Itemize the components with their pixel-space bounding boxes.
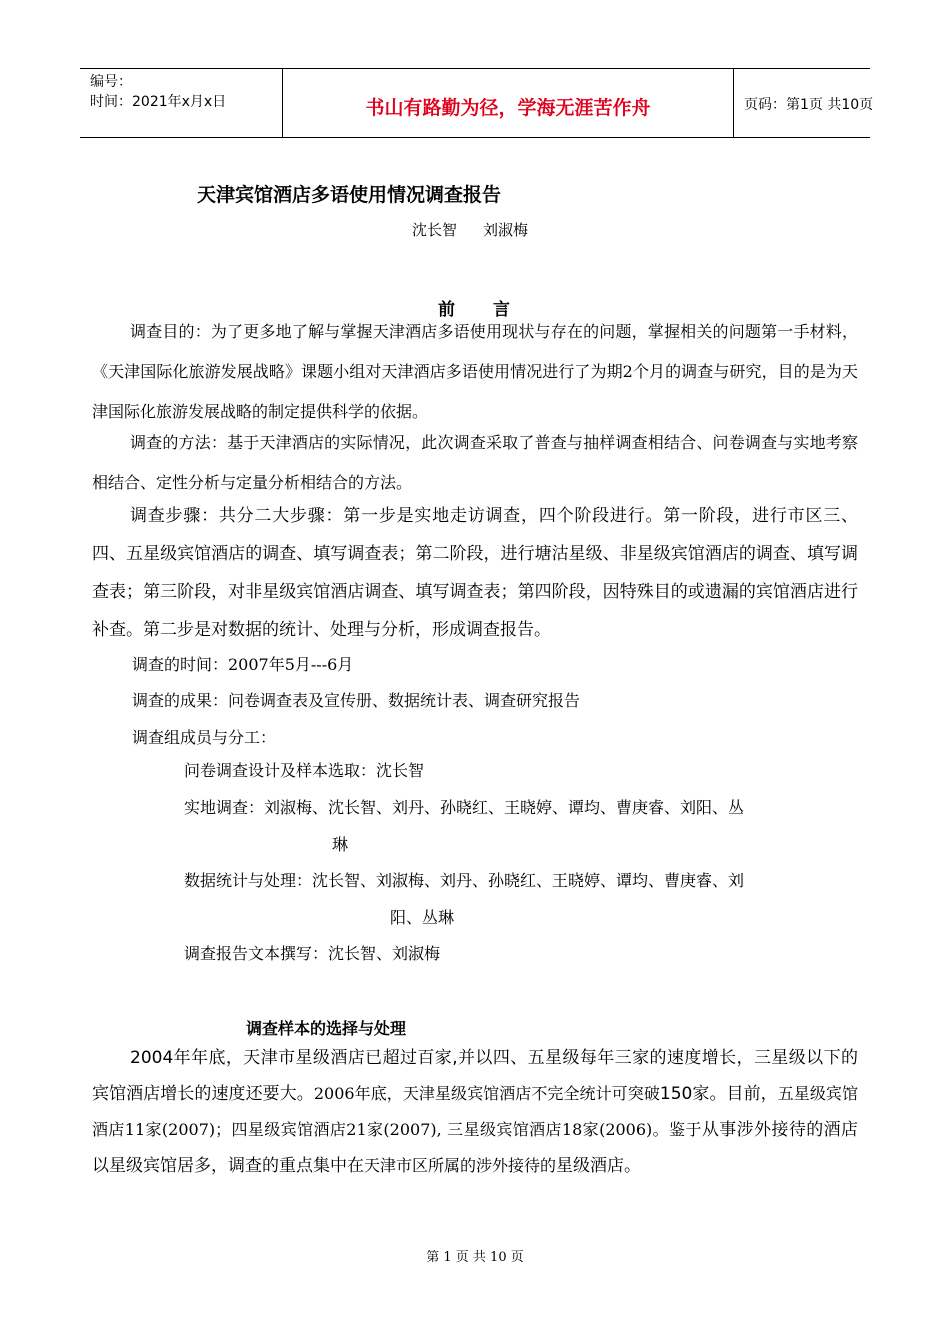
author-name: 沈长智 <box>412 221 458 239</box>
purpose-paragraph: 调查目的：为了更多地了解与掌握天津酒店多语使用现状与存在的问题，掌握相关的问题第一手材料，《天津国际化旅游发展战略》课题小组对天津酒店多语使用情况进行了为期2个月的调查与研究，目的是为天津国际化旅游发展战略的制定提供科学的依据。 <box>92 322 858 421</box>
sample-text-serif: 天津市区所属的涉外接待的 <box>364 1156 557 1175</box>
document-time-label: 时间：2021年x月x日 <box>90 94 227 110</box>
report-title: 天津宾馆酒店多语使用情况调查报告 <box>197 184 502 206</box>
member-line1: 实地调查：刘淑梅、沈长智、刘丹、孙晓红、王晓婷、谭均、曹庚睿、刘阳、丛 <box>184 798 745 817</box>
document-number-label: 编号： <box>90 74 132 90</box>
header-left-cell <box>80 69 282 137</box>
preface-heading: 前言 <box>438 300 548 320</box>
member-line2: 琳 <box>332 835 349 854</box>
header-motto: 书山有路勤为径，学海无涯苦作舟 <box>365 97 651 119</box>
authors <box>412 219 554 240</box>
method-paragraph: 调查的方法：基于天津酒店的实际情况，此次调查采取了普查与抽样调查相结合、问卷调查与实地考察相结合、定性分析与定量分析相结合的方法。 <box>92 433 858 492</box>
steps-paragraph: 调查步骤：共分二大步骤：第一步是实地走访调查，四个阶段进行。第一阶段，进行市区三、四、五星级宾馆酒店的调查、填写调查表；第二阶段，进行塘沽星级、非星级宾馆酒店的调查、填写调查表；第三阶段，对非星级宾馆酒店调查、填写调查表；第四阶段，因特殊目的或遗漏的宾馆酒店进行补查。第二步是对数据的统计、处理与分析，形成调查报告。 <box>92 506 858 640</box>
member-line2: 阳、丛琳 <box>390 908 455 927</box>
member-line1: 数据统计与处理：沈长智、刘淑梅、刘丹、孙晓红、王晓婷、谭均、曹庚睿、刘 <box>184 871 745 890</box>
team-member-line <box>184 935 440 972</box>
sample-text-serif: 五星级宾馆酒店11家(2007)；四星级宾馆酒店21家(2007), 三星级宾馆酒店18家(2006)。鉴于 <box>92 1084 858 1139</box>
page-footer: 第 1 页 共 10 页 <box>426 1250 524 1265</box>
header-motto-cell <box>282 69 734 137</box>
team-label: 调查组成员与分工： <box>132 728 277 747</box>
team-member-line-continued <box>390 899 454 936</box>
header-page-cell <box>734 69 874 137</box>
sample-paragraph <box>92 1040 858 1184</box>
sample-text-sans: 2004年年底，天津市星级酒店已超过百家,并以四、五星级每年三家的速度增长，三星级以下的宾馆酒店增长的速度还要大。 <box>92 1048 858 1104</box>
sample-text-sans: 星级酒店。 <box>556 1156 642 1176</box>
survey-results: 调查的成果：问卷调查表及宣传册、数据统计表、调查研究报告 <box>132 691 581 710</box>
member-line1: 调查报告文本撰写：沈长智、刘淑梅 <box>184 944 441 963</box>
page-header <box>80 68 874 138</box>
sample-text-sans: 从事涉外接待的酒店以星级宾馆居多，调查的重点集中在 <box>92 1120 858 1176</box>
member-line1: 问卷调查设计及样本选取：沈长智 <box>184 761 425 780</box>
survey-time: 调查的时间：2007年5月---6月 <box>132 655 354 674</box>
author-name: 刘淑梅 <box>483 221 529 239</box>
team-member-line <box>184 789 744 826</box>
header-page-info: 页码：第1页 共10页 <box>744 97 874 113</box>
team-member-line <box>184 752 424 789</box>
sample-section-heading: 调查样本的选择与处理 <box>246 1019 407 1038</box>
team-member-line-continued <box>332 826 348 863</box>
sample-text-serif: 2006年底，天津星级宾馆酒店不完全统计可突破 <box>313 1084 660 1103</box>
team-member-line <box>184 862 744 899</box>
sample-text-sans: 150家。目前， <box>659 1084 778 1104</box>
